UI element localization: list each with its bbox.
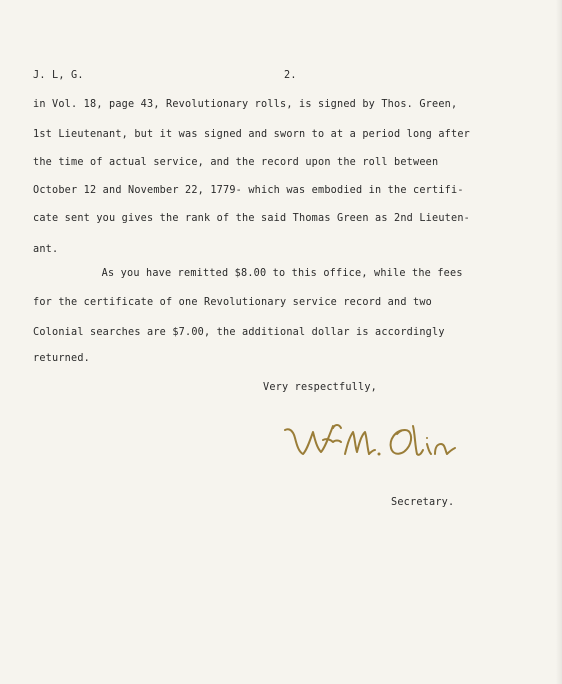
page-edge-shadow — [556, 0, 562, 684]
body-line: 1st Lieutenant, but it was signed and sworn to at a period long after — [33, 129, 471, 140]
body-line: ant. — [33, 244, 59, 255]
header-initials: J. L, G. — [33, 70, 84, 81]
paragraph2-line: Colonial searches are $7.00, the additional dollar is accordingly — [33, 327, 445, 338]
body-line: October 12 and November 22, 1779- which was embodied in the certifi- — [33, 185, 464, 196]
body-line: in Vol. 18, page 43, Revolutionary rolls, is signed by Thos. Green, — [33, 99, 458, 110]
paragraph2-line: returned. — [33, 353, 91, 364]
paragraph2-line: As you have remitted $8.00 to this office, while the fees — [70, 268, 463, 279]
page-number: 2. — [284, 70, 297, 81]
signatory-title: Secretary. — [391, 497, 455, 508]
body-line: cate sent you gives the rank of the said Thomas Green as 2nd Lieuten- — [33, 213, 471, 224]
body-line: the time of actual service, and the record upon the roll between — [33, 157, 439, 168]
handwritten-signature — [283, 418, 463, 470]
paragraph2-line: for the certificate of one Revolutionary service record and two — [33, 297, 433, 308]
closing: Very respectfully, — [263, 382, 378, 393]
